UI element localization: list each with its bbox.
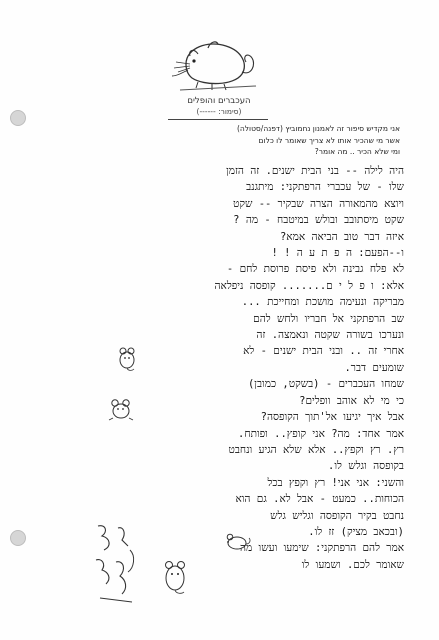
story-line: ו--הפעם: ה פ ת ע ה ! ! [271,247,404,260]
story-line: ונערכו בשורה שקטה ונאמצה. זה [256,329,404,342]
story-line: הכוחות.. כמעט - אבל לא. גם הוא [235,493,404,506]
mouse-doodle-icon [160,556,190,596]
story-line: (ובכאב מציק) זז לו. [308,525,404,538]
dedication-line: אשר מי שהכיר אותו לא צריך שאומר לו כלום [258,135,400,145]
story-line: כי מי לא אוהב וופלים? [299,394,404,407]
story-line: שאומר לכם. ושמעו לו [301,558,404,571]
story-line: שלו - של עכברי הרפתקני: מיתגנב [246,181,404,194]
story-line: שמחו העכברים - (בשקט, כמובן) [247,378,404,391]
dedication-line: ומי שלא הכיר .. מה אומר? [314,147,400,156]
story-body [160,163,404,573]
header-subtitle: (סימור: ------) [196,107,242,116]
punch-hole [10,530,26,546]
punch-hole [10,110,26,126]
story-line: רץ. רץ וקפץ.. אלא שלא הגיע ונחבט [228,443,404,456]
story-line: שקט מיסתובב ובולש במיטבח - מה ? [233,214,404,227]
story-line: אחרי זה .. ובני הבית ישנים - לא [243,345,404,358]
story-line: שומעים דבר. [344,361,404,374]
header-title: העכברים והופלים [187,96,251,106]
story-line: אמר להם הרפתקני: שימעו ועשו מה [239,542,404,555]
story-line: איזה דבר טוב הביאה אמא? [279,230,404,243]
story-line: ויוצא מהמאורה הצרה שבקיר -- שקט [232,197,404,210]
story-line: מבריקה ונעימה מושכת ומחייכת ... [241,296,404,309]
story-line: נחבט בקיר הקופסה וגליש גלש [270,509,404,522]
story-line: בקופסה וגלש לו. [328,460,404,473]
mouse-doodle-icon [114,344,140,372]
dedication [150,123,400,158]
story-line: והשני: אני אני! רץ וקפץ בכל [267,476,404,489]
story-line: אלא: ו פ ל י ם....... קופסה ניפלאה [214,279,404,292]
story-line: אבל איך יגיעו אל'תוך הקופסה? [260,411,404,424]
dedication-line: אני מקדיש סיפור זה לאמנון נחמוביץ (דפנה/סטולה) [236,124,400,133]
mouse-doodle-icon [222,530,252,552]
mouse-drawing-icon [168,34,260,94]
story-line: היה לילה -- בני הבית ישנים. זה הזמן [226,165,404,177]
story-line: לא פלח גבינה ולא פיסת פרוסת לחם - [226,263,404,276]
story-line: שב הרפתקני אל חבריו ולחש להם [253,312,404,325]
mouse-doodle-icon [106,396,136,422]
handwritten-signature [88,520,144,610]
header-divider [168,119,268,120]
story-line: אמר אחד: מה? אני קופץ.. ופותח. [238,427,404,440]
